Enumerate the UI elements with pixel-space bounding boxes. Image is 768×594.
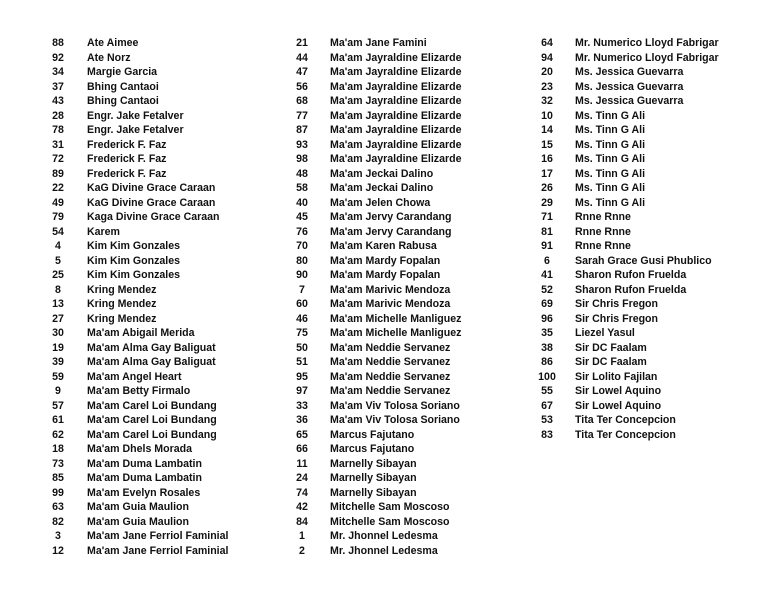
entry-number: 88 xyxy=(52,37,64,49)
entry-name: Kaga Divine Grace Caraan xyxy=(87,211,220,223)
entry-name: Ma'am Mardy Fopalan xyxy=(330,269,441,281)
entry-number: 92 xyxy=(52,51,64,64)
entry-name: Ma'am Karen Rabusa xyxy=(330,240,437,252)
entry-number: 8 xyxy=(55,283,61,296)
entry-name: KaG Divine Grace Caraan xyxy=(87,182,216,194)
entry-name: Sir Lowel Aquino xyxy=(575,399,662,412)
entry-name: Ma'am Abigail Merida xyxy=(87,327,195,339)
entry-name: Mr. Numerico Lloyd Fabrigar xyxy=(575,51,719,64)
entry-number: 45 xyxy=(296,211,308,223)
entry-name: Frederick F. Faz xyxy=(87,138,167,151)
entry-number: 21 xyxy=(296,37,308,49)
entry-number: 58 xyxy=(296,182,308,194)
entry-number: 77 xyxy=(296,109,308,122)
entry-name: Ma'am Jeckai Dalino xyxy=(330,167,434,180)
entry-name: Bhing Cantaoi xyxy=(87,95,159,107)
entry-name: Ate Aimee xyxy=(87,37,139,49)
entry-number: 31 xyxy=(52,138,64,151)
entry-name: Karem xyxy=(87,225,120,238)
entry-number: 81 xyxy=(541,225,553,238)
entry-name: Ma'am Marivic Mendoza xyxy=(330,298,451,310)
entry-name: Ma'am Neddie Servanez xyxy=(330,356,451,368)
entry-name: Ms. Tinn G Ali xyxy=(575,182,646,194)
entry-name: Sharon Rufon Fruelda xyxy=(575,269,687,281)
entry-number: 93 xyxy=(296,138,308,151)
entry-number: 11 xyxy=(296,457,308,470)
entry-number: 89 xyxy=(52,167,64,180)
entry-name: Ma'am Jayraldine Elizarde xyxy=(330,80,462,93)
entry-number: 74 xyxy=(296,486,308,499)
entry-name: Sir Lowel Aquino xyxy=(575,385,662,397)
entry-name: Kring Mendez xyxy=(87,312,157,325)
entry-number: 90 xyxy=(296,269,308,281)
entry-name: Kim Kim Gonzales xyxy=(87,254,181,267)
entry-name: Frederick F. Faz xyxy=(87,153,167,165)
entry-number: 9 xyxy=(55,385,61,397)
entry-name: Ma'am Evelyn Rosales xyxy=(87,486,201,499)
entry-name: Ma'am Alma Gay Baliguat xyxy=(87,341,216,354)
entry-number: 7 xyxy=(299,283,305,296)
entry-name: Ma'am Jervy Carandang xyxy=(330,211,452,223)
entry-name: Ma'am Carel Loi Bundang xyxy=(87,399,217,412)
entry-number: 100 xyxy=(538,370,556,383)
entry-name: Marnelly Sibayan xyxy=(330,472,417,484)
entry-name: Marnelly Sibayan xyxy=(330,486,417,499)
entry-name: Ms. Tinn G Ali xyxy=(575,196,646,209)
entry-name: Sarah Grace Gusi Phublico xyxy=(575,254,712,267)
entry-name: Ma'am Jayraldine Elizarde xyxy=(330,109,462,122)
entry-number: 10 xyxy=(541,109,553,122)
entry-number: 18 xyxy=(52,443,64,455)
entry-number: 47 xyxy=(296,66,308,78)
entry-number: 23 xyxy=(541,80,553,93)
entry-number: 13 xyxy=(52,298,64,310)
entry-name: Rnne Rnne xyxy=(575,211,631,223)
entry-number: 73 xyxy=(52,457,64,470)
entry-name: Ma'am Alma Gay Baliguat xyxy=(87,356,216,368)
entry-number: 32 xyxy=(541,95,553,107)
entry-number: 25 xyxy=(52,269,64,281)
entry-name: Ma'am Jayraldine Elizarde xyxy=(330,138,462,151)
entry-name: Ma'am Jane Ferriol Faminial xyxy=(87,530,229,542)
entry-name: Engr. Jake Fetalver xyxy=(87,109,184,122)
entry-name: Ms. Tinn G Ali xyxy=(575,124,646,136)
entry-number: 94 xyxy=(541,51,553,64)
entry-number: 14 xyxy=(541,124,553,136)
entry-name: Ma'am Neddie Servanez xyxy=(330,370,451,383)
entry-number: 61 xyxy=(52,414,64,426)
entry-name: Sir DC Faalam xyxy=(575,356,647,368)
entry-name: Ms. Tinn G Ali xyxy=(575,109,646,122)
entry-number: 36 xyxy=(296,414,308,426)
entry-name: Ma'am Guia Maulion xyxy=(87,515,189,528)
entry-name: Ma'am Carel Loi Bundang xyxy=(87,428,217,441)
entry-number: 26 xyxy=(541,182,553,194)
entry-number: 64 xyxy=(541,37,553,49)
entry-number: 15 xyxy=(541,138,553,151)
entry-name: Ms. Tinn G Ali xyxy=(575,167,646,180)
entry-name: KaG Divine Grace Caraan xyxy=(87,196,216,209)
entry-number: 83 xyxy=(541,428,553,441)
entry-number: 22 xyxy=(52,182,64,194)
entry-number: 41 xyxy=(541,269,553,281)
entry-name: Ma'am Marivic Mendoza xyxy=(330,283,451,296)
entry-number: 40 xyxy=(296,196,308,209)
entry-number: 70 xyxy=(296,240,308,252)
entry-number: 33 xyxy=(296,399,308,412)
entry-number: 5 xyxy=(55,254,61,267)
entry-name: Liezel Yasul xyxy=(575,327,635,339)
entry-number: 96 xyxy=(541,312,553,325)
entry-name: Ma'am Duma Lambatin xyxy=(87,472,202,484)
entry-name: Ms. Tinn G Ali xyxy=(575,153,646,165)
entry-number: 63 xyxy=(52,501,64,513)
entry-number: 6 xyxy=(544,254,550,267)
entry-number: 98 xyxy=(296,153,308,165)
entry-number: 78 xyxy=(52,124,64,136)
entry-number: 57 xyxy=(52,399,64,412)
entry-name: Ma'am Michelle Manliguez xyxy=(330,327,462,339)
entry-name: Kim Kim Gonzales xyxy=(87,240,181,252)
entry-name: Margie Garcia xyxy=(87,66,158,78)
entry-number: 48 xyxy=(296,167,308,180)
entry-name: Ms. Jessica Guevarra xyxy=(575,66,684,78)
entry-name: Ma'am Jayraldine Elizarde xyxy=(330,124,462,136)
entry-name: Mitchelle Sam Moscoso xyxy=(330,515,450,528)
entry-number: 43 xyxy=(52,95,64,107)
entry-number: 24 xyxy=(296,472,308,484)
entry-name: Ma'am Jervy Carandang xyxy=(330,225,452,238)
entry-name: Ma'am Jeckai Dalino xyxy=(330,182,434,194)
entry-name: Mr. Jhonnel Ledesma xyxy=(330,530,438,542)
entry-name: Marcus Fajutano xyxy=(330,443,415,455)
entry-number: 80 xyxy=(296,254,308,267)
entry-number: 4 xyxy=(55,240,61,252)
entry-number: 27 xyxy=(52,312,64,325)
entry-name: Ma'am Jelen Chowa xyxy=(330,196,431,209)
entry-name: Ms. Jessica Guevarra xyxy=(575,95,684,107)
entry-name: Ma'am Guia Maulion xyxy=(87,501,189,513)
entry-name: Frederick F. Faz xyxy=(87,167,167,180)
entry-name: Ate Norz xyxy=(87,51,131,64)
entry-number: 46 xyxy=(296,312,308,325)
entry-number: 17 xyxy=(541,167,553,180)
entry-number: 75 xyxy=(296,327,308,339)
entry-number: 69 xyxy=(541,298,553,310)
entry-number: 12 xyxy=(52,544,64,557)
entry-name: Rnne Rnne xyxy=(575,240,631,252)
entry-name: Ma'am Viv Tolosa Soriano xyxy=(330,399,460,412)
entry-number: 28 xyxy=(52,109,64,122)
entry-name: Sir Chris Fregon xyxy=(575,312,658,325)
entry-name: Sir DC Faalam xyxy=(575,341,647,354)
entry-name: Kring Mendez xyxy=(87,298,157,310)
entry-number: 95 xyxy=(296,370,308,383)
entry-name: Ma'am Angel Heart xyxy=(87,370,182,383)
entry-name: Ma'am Viv Tolosa Soriano xyxy=(330,414,460,426)
entry-name: Ma'am Jane Famini xyxy=(330,37,427,49)
entry-name: Ma'am Neddie Servanez xyxy=(330,385,451,397)
entry-name: Ma'am Dhels Morada xyxy=(87,443,192,455)
entry-number: 91 xyxy=(541,240,553,252)
entry-number: 54 xyxy=(52,225,64,238)
entry-number: 1 xyxy=(299,530,305,542)
entry-number: 71 xyxy=(541,211,553,223)
entry-name: Ma'am Duma Lambatin xyxy=(87,457,202,470)
entry-name: Tita Ter Concepcion xyxy=(575,428,676,441)
entry-number: 68 xyxy=(296,95,308,107)
entry-number: 35 xyxy=(541,327,553,339)
entry-name: Sir Chris Fregon xyxy=(575,298,658,310)
entry-number: 85 xyxy=(52,472,64,484)
entry-number: 42 xyxy=(296,501,308,513)
entry-name: Ma'am Jayraldine Elizarde xyxy=(330,95,462,107)
entry-name: Mr. Jhonnel Ledesma xyxy=(330,544,438,557)
entry-name: Bhing Cantaoi xyxy=(87,80,159,93)
entry-name: Sir Lolito Fajilan xyxy=(575,370,658,383)
entry-name: Ma'am Neddie Servanez xyxy=(330,341,451,354)
entry-number: 20 xyxy=(541,66,553,78)
entry-name: Marnelly Sibayan xyxy=(330,457,417,470)
entry-name: Kim Kim Gonzales xyxy=(87,269,181,281)
entry-number: 49 xyxy=(52,196,64,209)
entry-name: Ma'am Carel Loi Bundang xyxy=(87,414,217,426)
entry-number: 50 xyxy=(296,341,308,354)
entry-name: Engr. Jake Fetalver xyxy=(87,124,184,136)
entry-number: 56 xyxy=(296,80,308,93)
entry-number: 44 xyxy=(296,51,308,64)
entry-number: 39 xyxy=(52,356,64,368)
entry-number: 34 xyxy=(52,66,64,78)
entry-number: 82 xyxy=(52,515,64,528)
entry-number: 51 xyxy=(296,356,308,368)
entry-number: 55 xyxy=(541,385,553,397)
entry-number: 38 xyxy=(541,341,553,354)
entry-name: Rnne Rnne xyxy=(575,225,631,238)
entry-name: Mitchelle Sam Moscoso xyxy=(330,501,450,513)
entry-name: Marcus Fajutano xyxy=(330,428,415,441)
entry-number: 76 xyxy=(296,225,308,238)
entry-number: 66 xyxy=(296,443,308,455)
entry-number: 19 xyxy=(52,341,64,354)
entry-name: Tita Ter Concepcion xyxy=(575,414,676,426)
entry-number: 62 xyxy=(52,428,64,441)
entry-name: Ms. Jessica Guevarra xyxy=(575,80,684,93)
entry-number: 65 xyxy=(296,428,308,441)
entry-number: 79 xyxy=(52,211,64,223)
entry-name: Ms. Tinn G Ali xyxy=(575,138,646,151)
entry-name: Ma'am Jayraldine Elizarde xyxy=(330,153,462,165)
entry-name: Sharon Rufon Fruelda xyxy=(575,283,687,296)
entry-number: 86 xyxy=(541,356,553,368)
entry-number: 30 xyxy=(52,327,64,339)
entry-number: 29 xyxy=(541,196,553,209)
entry-number: 3 xyxy=(55,530,61,542)
entry-number: 67 xyxy=(541,399,553,412)
entry-number: 87 xyxy=(296,124,308,136)
entry-name: Ma'am Betty Firmalo xyxy=(87,385,191,397)
entry-number: 52 xyxy=(541,283,553,296)
entry-name: Kring Mendez xyxy=(87,283,157,296)
entry-name: Mr. Numerico Lloyd Fabrigar xyxy=(575,37,719,49)
entry-number: 97 xyxy=(296,385,308,397)
entry-name: Ma'am Jayraldine Elizarde xyxy=(330,66,462,78)
entry-number: 53 xyxy=(541,414,553,426)
entry-number: 59 xyxy=(52,370,64,383)
entry-name: Ma'am Jayraldine Elizarde xyxy=(330,51,462,64)
entry-number: 99 xyxy=(52,486,64,499)
entry-number: 2 xyxy=(299,544,305,557)
entry-name: Ma'am Jane Ferriol Faminial xyxy=(87,544,229,557)
entry-number: 37 xyxy=(52,80,64,93)
entry-number: 16 xyxy=(541,153,553,165)
entry-name: Ma'am Michelle Manliguez xyxy=(330,312,462,325)
entry-number: 84 xyxy=(296,515,308,528)
entry-number: 72 xyxy=(52,153,64,165)
entry-name: Ma'am Mardy Fopalan xyxy=(330,254,441,267)
entry-number: 60 xyxy=(296,298,308,310)
